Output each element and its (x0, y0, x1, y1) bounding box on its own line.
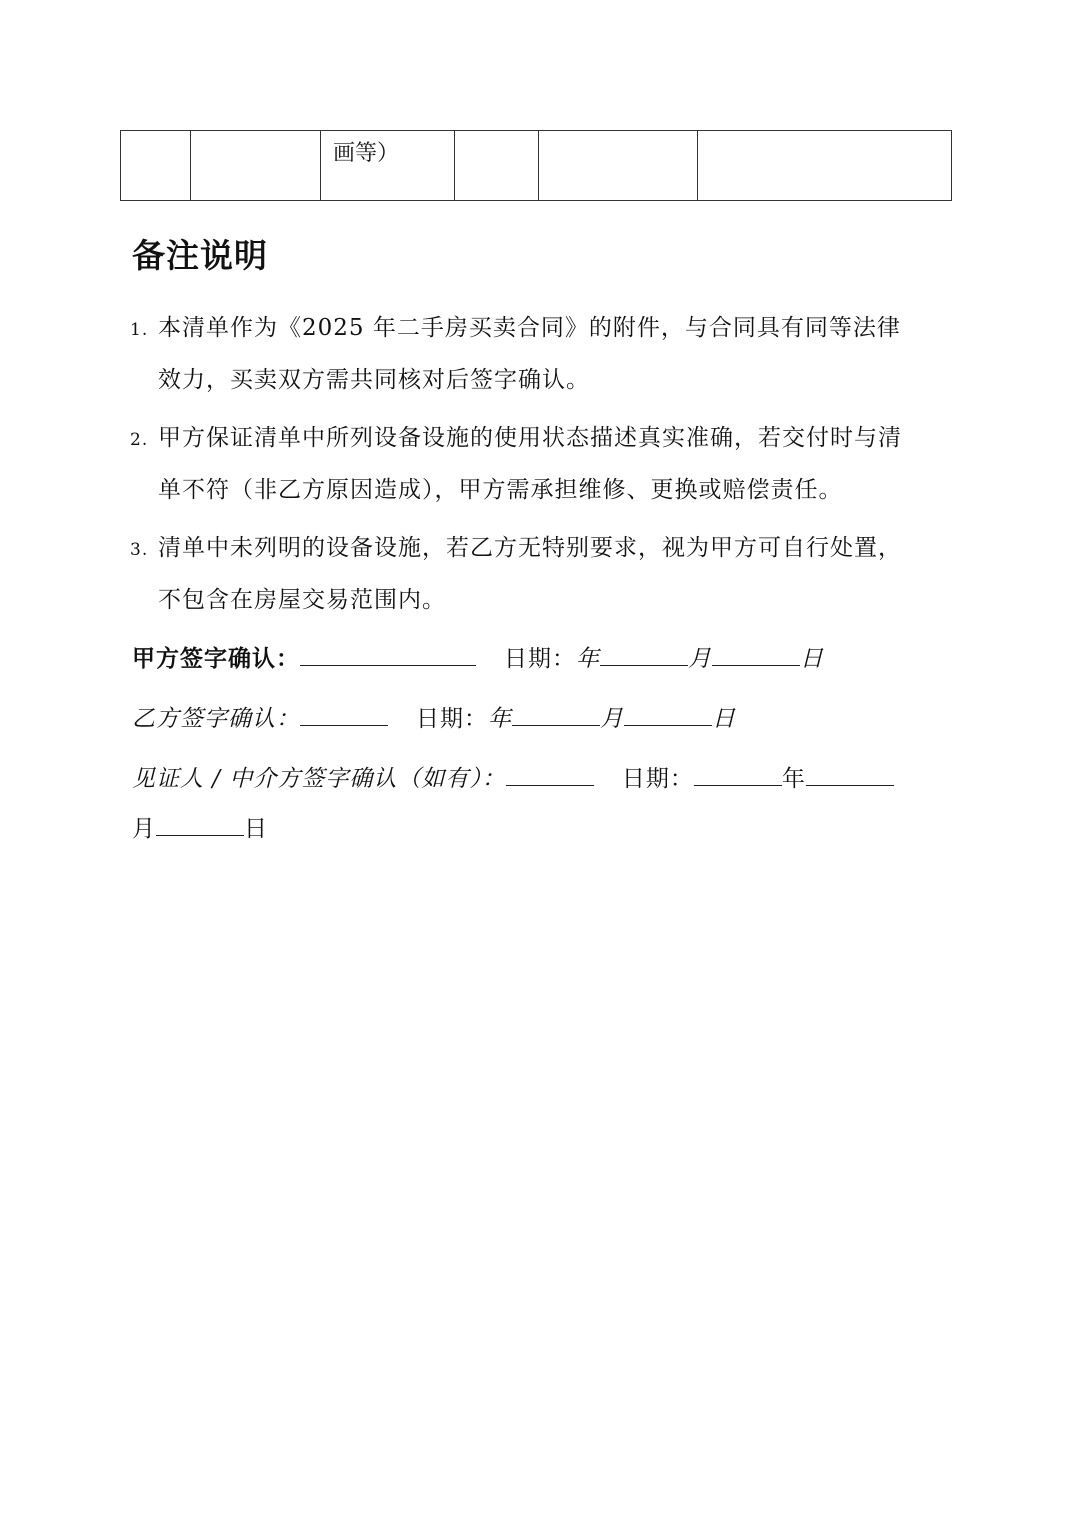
item-text-line2: 效力，买卖双方需共同核对后签字确认。 (158, 367, 590, 393)
item-text-line2: 单不符（非乙方原因造成），甲方需承担维修、更换或赔偿责任。 (158, 477, 843, 503)
equipment-table-fragment (120, 130, 952, 201)
party-b-signature-field[interactable] (300, 703, 388, 726)
table-cell (121, 131, 191, 201)
party-a-signature-line (132, 643, 952, 674)
table-cell (539, 131, 698, 201)
party-a-month-field[interactable] (600, 643, 688, 666)
witness-day-field[interactable] (156, 813, 244, 836)
party-b-day-field[interactable] (624, 703, 712, 726)
party-a-date-label: 日期： (504, 646, 576, 672)
witness-year-label: 年 (781, 766, 806, 792)
party-b-month-label: 月 (600, 706, 624, 732)
party-b-month-field[interactable] (512, 703, 600, 726)
item-number: 1. (130, 320, 149, 340)
party-b-date-label: 日期： (416, 706, 488, 732)
party-b-signature-line (132, 703, 952, 734)
item-text-line2: 不包含在房屋交易范围内。 (158, 587, 446, 613)
party-a-month-label: 月 (688, 646, 712, 672)
item-text-line1: 甲方保证清单中所列设备设施的使用状态描述真实准确，若交付时与清 (158, 425, 902, 451)
party-b-year-label: 年 (488, 706, 512, 732)
remark-item-3 (130, 523, 950, 625)
party-a-signature-field[interactable] (300, 643, 476, 666)
table-cell (321, 131, 455, 201)
witness-label: 见证人 / 中介方签字确认（如有）： (132, 766, 506, 792)
item-number: 3. (130, 540, 149, 560)
table-cell-text: 画等） (333, 141, 400, 166)
remark-item-2 (130, 413, 950, 515)
witness-signature-line-cont (132, 813, 952, 844)
section-heading: 备注说明 (132, 236, 268, 275)
party-b-day-label: 日 (712, 706, 736, 732)
item-text-line1: 本清单作为《2025 年二手房买卖合同》的附件，与合同具有同等法律 (158, 315, 901, 341)
party-a-day-label: 日 (800, 646, 824, 672)
party-a-label: 甲方签字确认： (132, 646, 300, 672)
witness-year-field[interactable] (694, 763, 782, 786)
party-a-day-field[interactable] (712, 643, 800, 666)
witness-month-field[interactable] (806, 763, 894, 786)
witness-month-label: 月 (132, 816, 156, 842)
table-cell (698, 131, 952, 201)
table-cell (191, 131, 321, 201)
witness-signature-field[interactable] (506, 763, 594, 786)
item-number: 2. (130, 430, 149, 450)
party-b-label: 乙方签字确认： (132, 706, 300, 732)
witness-day-label: 日 (244, 816, 268, 842)
item-text-line1: 清单中未列明的设备设施，若乙方无特别要求，视为甲方可自行处置， (158, 535, 902, 561)
table-cell (455, 131, 539, 201)
table-row (121, 131, 952, 201)
remark-item-1 (130, 303, 950, 405)
witness-signature-line (132, 763, 952, 794)
party-a-year-label: 年 (576, 646, 600, 672)
witness-date-label: 日期： (621, 766, 694, 792)
